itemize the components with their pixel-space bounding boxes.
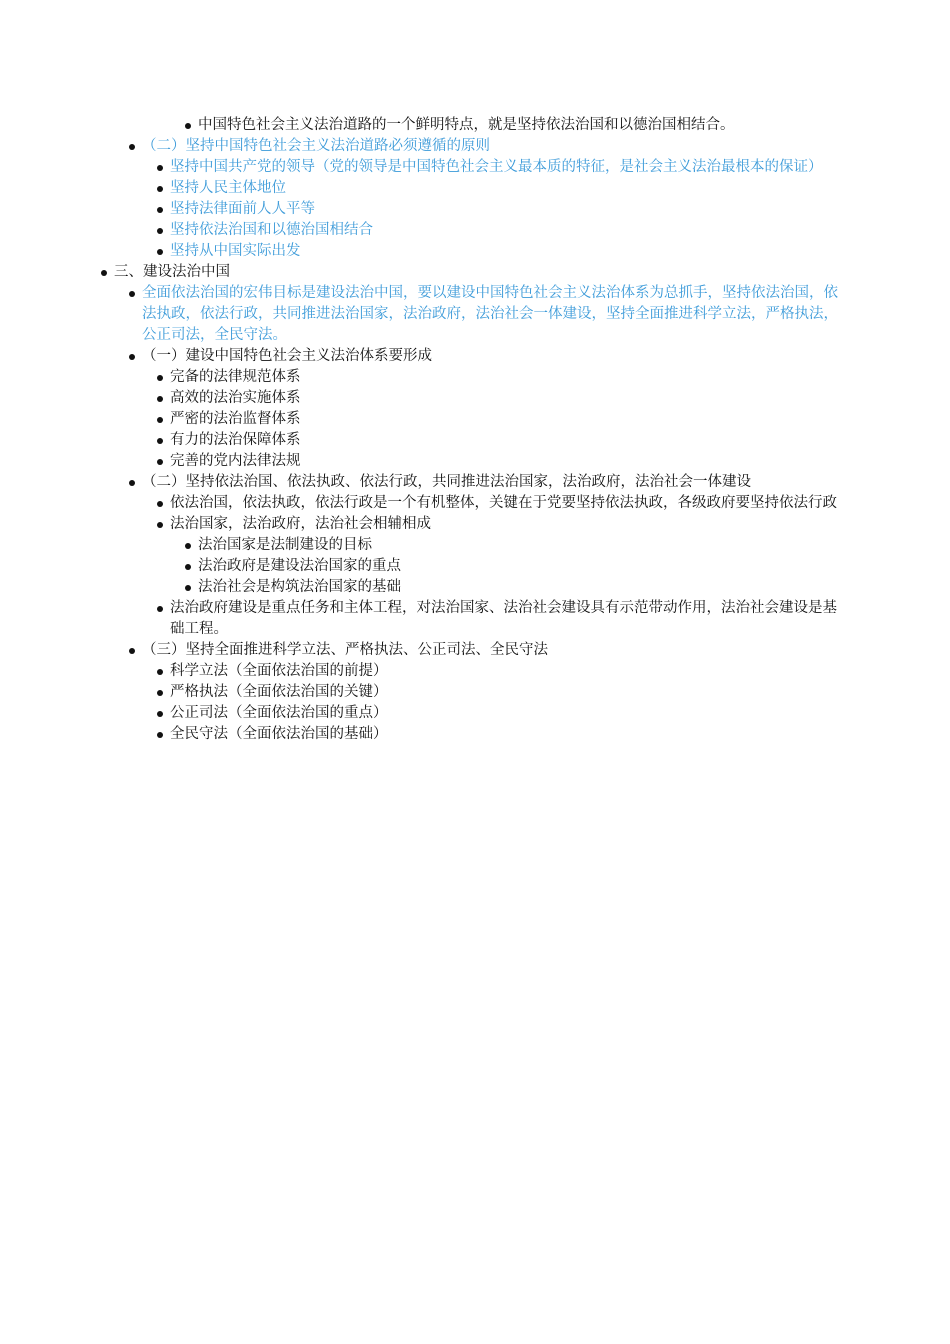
- list-item: 严格执法（全面依法治国的关键）: [98, 682, 838, 703]
- list-item: 坚持从中国实际出发: [98, 241, 838, 262]
- list-item: 坚持法律面前人人平等: [98, 199, 838, 220]
- list-item: 全民守法（全面依法治国的基础）: [98, 724, 838, 745]
- list-item: 依法治国，依法执政，依法行政是一个有机整体，关键在于党要坚持依法执政，各级政府要坚持依法行政: [98, 493, 838, 514]
- list-item: 坚持中国共产党的领导（党的领导是中国特色社会主义最本质的特征，是社会主义法治最根本的保证）: [98, 157, 838, 178]
- section-heading: 三、建设法治中国: [98, 262, 838, 283]
- list-item: 法治政府建设是重点任务和主体工程，对法治国家、法治社会建设具有示范带动作用，法治社会建设是基础工程。: [98, 598, 838, 640]
- list-item: 完备的法律规范体系: [98, 367, 838, 388]
- list-item: （二）坚持依法治国、依法执政、依法行政，共同推进法治国家，法治政府，法治社会一体建设: [98, 472, 838, 493]
- list-item: （二）坚持中国特色社会主义法治道路必须遵循的原则: [98, 136, 838, 157]
- list-item: 科学立法（全面依法治国的前提）: [98, 661, 838, 682]
- list-item: 法治国家是法制建设的目标: [98, 535, 838, 556]
- list-item: 坚持依法治国和以德治国相结合: [98, 220, 838, 241]
- list-item: 法治社会是构筑法治国家的基础: [98, 577, 838, 598]
- list-item: 公正司法（全面依法治国的重点）: [98, 703, 838, 724]
- list-item: 严密的法治监督体系: [98, 409, 838, 430]
- list-item: 坚持人民主体地位: [98, 178, 838, 199]
- list-item: 法治国家，法治政府，法治社会相辅相成: [98, 514, 838, 535]
- outline-list: [98, 115, 838, 745]
- list-item: 完善的党内法律法规: [98, 451, 838, 472]
- list-item: 法治政府是建设法治国家的重点: [98, 556, 838, 577]
- list-item: 有力的法治保障体系: [98, 430, 838, 451]
- list-item: （一）建设中国特色社会主义法治体系要形成: [98, 346, 838, 367]
- list-item: （三）坚持全面推进科学立法、严格执法、公正司法、全民守法: [98, 640, 838, 661]
- list-item: 高效的法治实施体系: [98, 388, 838, 409]
- list-item: 全面依法治国的宏伟目标是建设法治中国，要以建设中国特色社会主义法治体系为总抓手，坚持依法治国，依法执政，依法行政，共同推进法治国家，法治政府，法治社会一体建设，坚持全面推进科学立法，严格执法，公正司法，全民守法。: [98, 283, 838, 346]
- list-item: 中国特色社会主义法治道路的一个鲜明特点，就是坚持依法治国和以德治国相结合。: [98, 115, 838, 136]
